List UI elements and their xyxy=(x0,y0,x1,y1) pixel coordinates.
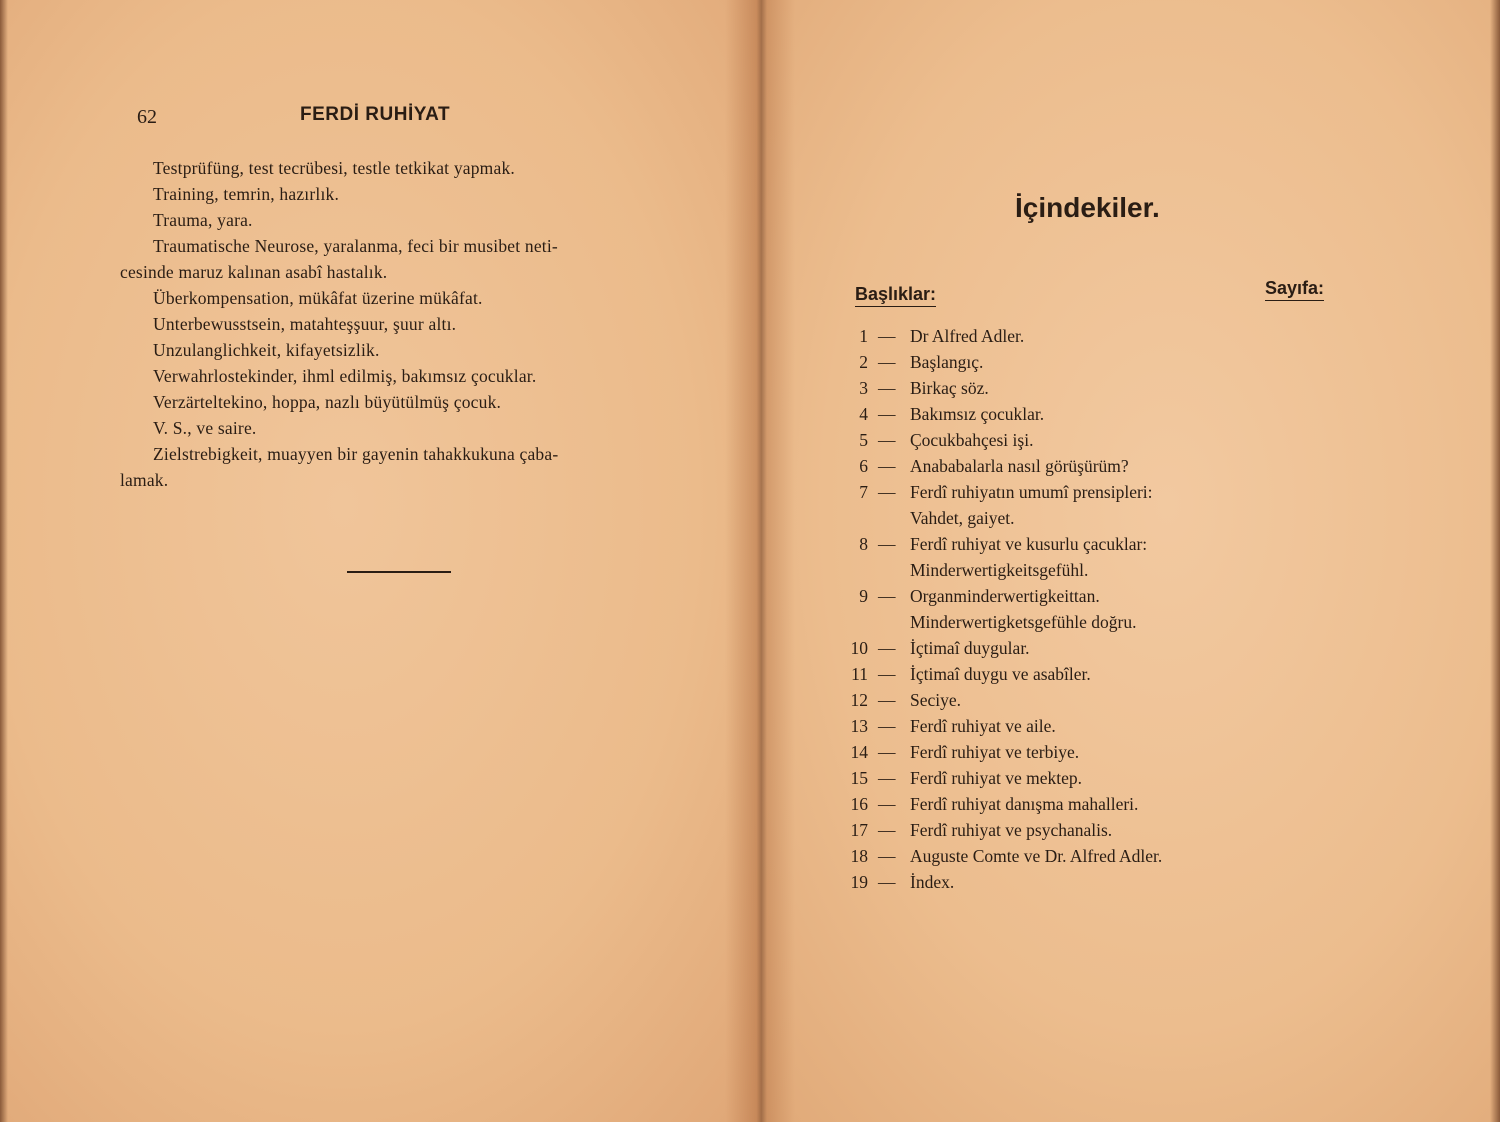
toc-entry[interactable]: Vahdet, gaiyet. xyxy=(910,508,1015,528)
col-heading-titles: Başlıklar: xyxy=(855,284,936,307)
toc-dash: — xyxy=(878,794,896,814)
section-divider xyxy=(347,571,451,573)
toc-dash: — xyxy=(878,664,896,684)
toc-entry[interactable]: Anababalarla nasıl görüşürüm? xyxy=(910,456,1129,476)
glossary-line: Verwahrlostekinder, ihml edilmiş, bakımsız çocuklar. xyxy=(153,366,537,386)
toc-number: 5 xyxy=(859,430,868,450)
page-number: 62 xyxy=(137,106,157,128)
toc-dash: — xyxy=(878,872,896,892)
toc-dash: — xyxy=(878,534,896,554)
right-page xyxy=(762,0,1500,1122)
glossary-line: lamak. xyxy=(120,470,169,490)
toc-entry[interactable]: Başlangıç. xyxy=(910,352,984,372)
toc-dash: — xyxy=(878,456,896,476)
toc-dash: — xyxy=(878,586,896,606)
toc-number: 11 xyxy=(851,664,868,684)
toc-number: 19 xyxy=(850,872,868,892)
toc-title: İçindekiler. xyxy=(1015,192,1160,223)
toc-entry[interactable]: İçtimaî duygu ve asabîler. xyxy=(910,664,1091,684)
toc-dash: — xyxy=(878,378,896,398)
glossary-line: Verzärteltekino, hoppa, nazlı büyütülmüş çocuk. xyxy=(153,392,502,412)
toc-entry[interactable]: Organminderwertigkeittan. xyxy=(910,586,1100,606)
col-heading-pages: Sayıfa: xyxy=(1265,278,1324,301)
toc-entry[interactable]: Ferdî ruhiyat ve kusurlu çacuklar: xyxy=(910,534,1148,554)
toc-number: 18 xyxy=(850,846,868,866)
page-edge-right xyxy=(1490,0,1500,1122)
toc-dash: — xyxy=(878,846,896,866)
glossary-line: Unzulanglichkeit, kifayetsizlik. xyxy=(153,340,380,360)
toc-entry[interactable]: Seciye. xyxy=(910,690,962,710)
toc-entry[interactable]: Dr Alfred Adler. xyxy=(910,326,1025,346)
toc-number: 6 xyxy=(859,456,868,476)
toc-number: 1 xyxy=(859,326,868,346)
toc-dash: — xyxy=(878,768,896,788)
glossary-line: Training, temrin, hazırlık. xyxy=(153,184,340,204)
toc-entry[interactable]: Minderwertigkeitsgefühl. xyxy=(910,560,1089,580)
toc-number: 14 xyxy=(850,742,868,762)
toc-number: 8 xyxy=(859,534,868,554)
toc-entry[interactable]: Minderwertigketsgefühle doğru. xyxy=(910,612,1137,632)
toc-number: 13 xyxy=(850,716,868,736)
toc-entry[interactable]: Ferdî ruhiyat danışma mahalleri. xyxy=(910,794,1139,814)
glossary-line: Traumatische Neurose, yaralanma, feci bir musibet neti- xyxy=(153,236,558,256)
toc-number: 4 xyxy=(859,404,868,424)
toc-entry[interactable]: Bakımsız çocuklar. xyxy=(910,404,1045,424)
running-head: FERDİ RUHİYAT xyxy=(300,104,451,125)
toc-dash: — xyxy=(878,326,896,346)
toc-number: 2 xyxy=(859,352,868,372)
toc-entry[interactable]: Ferdî ruhiyat ve psychanalis. xyxy=(910,820,1113,840)
toc-entry[interactable]: Ferdî ruhiyat ve aile. xyxy=(910,716,1056,736)
glossary-line: Testprüfüng, test tecrübesi, testle tetkikat yapmak. xyxy=(153,158,515,178)
toc-number: 3 xyxy=(859,378,868,398)
toc-entry[interactable]: Çocukbahçesi işi. xyxy=(910,430,1034,450)
toc-entry[interactable]: İçtimaî duygular. xyxy=(910,638,1030,658)
glossary-line: V. S., ve saire. xyxy=(153,418,257,438)
book-gutter xyxy=(725,0,795,1122)
toc-dash: — xyxy=(878,690,896,710)
toc-entry[interactable]: Birkaç söz. xyxy=(910,378,989,398)
toc-dash: — xyxy=(878,430,896,450)
toc-number: 7 xyxy=(859,482,868,502)
toc-number: 15 xyxy=(850,768,868,788)
toc-dash: — xyxy=(878,404,896,424)
glossary-line: Unterbewusstsein, matahteşşuur, şuur altı. xyxy=(153,314,457,334)
toc-dash: — xyxy=(878,820,896,840)
toc-number: 12 xyxy=(850,690,868,710)
toc-entry[interactable]: Auguste Comte ve Dr. Alfred Adler. xyxy=(910,846,1163,866)
toc-number: 16 xyxy=(850,794,868,814)
toc-number: 10 xyxy=(850,638,868,658)
toc-dash: — xyxy=(878,742,896,762)
page-edge-left xyxy=(0,0,8,1122)
toc-number: 17 xyxy=(850,820,868,840)
toc-dash: — xyxy=(878,352,896,372)
glossary-line: Überkompensation, mükâfat üzerine mükâfat. xyxy=(153,288,483,308)
toc-entry[interactable]: İndex. xyxy=(910,872,955,892)
glossary-line: Zielstrebigkeit, muayyen bir gayenin tahakkukuna çaba- xyxy=(153,444,559,464)
glossary-line: Trauma, yara. xyxy=(153,210,253,230)
glossary-line: cesinde maruz kalınan asabî hastalık. xyxy=(120,262,388,282)
toc-dash: — xyxy=(878,716,896,736)
toc-entry[interactable]: Ferdî ruhiyat ve terbiye. xyxy=(910,742,1080,762)
toc-dash: — xyxy=(878,638,896,658)
toc-number: 9 xyxy=(859,586,868,606)
toc-entry[interactable]: Ferdî ruhiyat ve mektep. xyxy=(910,768,1083,788)
toc-entry[interactable]: Ferdî ruhiyatın umumî prensipleri: xyxy=(910,482,1153,502)
toc-dash: — xyxy=(878,482,896,502)
